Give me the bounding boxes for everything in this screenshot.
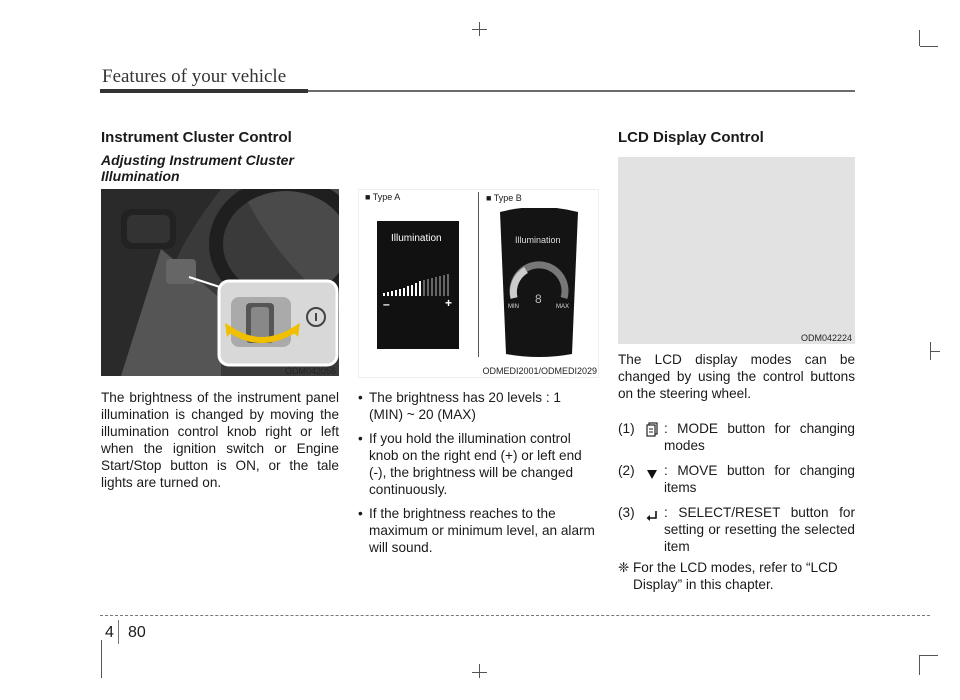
crop-mark bbox=[479, 664, 480, 678]
control-item-select-reset bbox=[618, 504, 855, 555]
page-number-divider bbox=[118, 620, 119, 644]
bullet-list bbox=[358, 389, 598, 563]
brightness-min-label: MIN bbox=[508, 304, 519, 310]
control-number: (2) bbox=[618, 463, 635, 478]
control-item-mode bbox=[618, 420, 855, 454]
footer-rule bbox=[100, 615, 930, 616]
increase-symbol: + bbox=[445, 296, 453, 310]
chapter-number: 4 bbox=[105, 624, 114, 641]
type-b-label: ■ Type B bbox=[486, 193, 522, 203]
control-number: (3) bbox=[618, 505, 635, 520]
header-rule-accent bbox=[100, 89, 308, 93]
decrease-symbol: – bbox=[383, 297, 390, 311]
brightness-value: 8 bbox=[535, 292, 542, 306]
running-title: Features of your vehicle bbox=[102, 66, 287, 87]
type-b-screen bbox=[496, 208, 582, 358]
type-a-label: ■ Type A bbox=[365, 192, 401, 202]
crop-mark bbox=[472, 672, 487, 673]
type-a-screen bbox=[377, 221, 459, 349]
bullet-item: • The brightness has 20 levels : 1 (MIN) ~ 20 (MAX) bbox=[358, 389, 598, 423]
figure-code: ODMEDI2001/ODMEDI2029 bbox=[482, 366, 597, 376]
crop-mark bbox=[472, 29, 487, 30]
mode-icon bbox=[640, 420, 664, 454]
bullet-item: • If you hold the illumination control knob on the right end (+) or left end (-), the brightness will be changed continuously. bbox=[358, 430, 598, 498]
crop-mark bbox=[920, 655, 938, 656]
type-b-screen-shape bbox=[496, 208, 582, 358]
section-heading: Instrument Cluster Control bbox=[101, 129, 292, 146]
brightness-max-label: MAX bbox=[556, 304, 570, 310]
lcd-control-figure bbox=[618, 157, 855, 344]
figure-divider bbox=[478, 192, 479, 357]
illumination-screens-figure bbox=[358, 189, 599, 378]
note bbox=[618, 559, 855, 593]
move-icon bbox=[640, 462, 664, 496]
note-text: For the LCD modes, refer to “LCD Display” in this chapter. bbox=[633, 560, 838, 592]
control-button-list bbox=[618, 420, 855, 563]
crop-mark bbox=[919, 30, 920, 46]
control-description: : MODE button for changing modes bbox=[664, 421, 855, 453]
crop-mark bbox=[919, 655, 920, 675]
subsection-heading: Adjusting Instrument Cluster Illumination bbox=[101, 152, 294, 184]
intro-paragraph: The LCD display modes can be changed by using the control buttons on the steering wheel. bbox=[618, 352, 855, 401]
brightness-bars-image bbox=[383, 273, 453, 297]
control-number: (1) bbox=[618, 421, 635, 436]
control-description: : MOVE button for changing items bbox=[664, 463, 855, 495]
illumination-knob-photo bbox=[101, 189, 339, 376]
control-description: : SELECT/RESET button for setting or resetting the selected item bbox=[664, 505, 855, 554]
control-item-move bbox=[618, 462, 855, 496]
body-paragraph: The brightness of the instrument panel illumination is changed by moving the illumination control knob right or left when the ignition switch or Engine Start/Stop button is ON, or the tale lights are turned on. bbox=[101, 390, 339, 490]
select-reset-icon bbox=[640, 504, 664, 555]
brightness-bar-graph bbox=[383, 273, 453, 302]
bullet-item: • If the brightness reaches to the maximum or minimum level, an alarm will sound. bbox=[358, 505, 598, 556]
crop-mark bbox=[101, 640, 102, 678]
crop-mark bbox=[930, 351, 940, 352]
type-b-screen-title: Illumination bbox=[515, 235, 561, 245]
figure-code: ODM042224 bbox=[800, 333, 852, 343]
note-symbol: ❈ bbox=[618, 560, 630, 575]
crop-mark bbox=[920, 46, 938, 47]
dashboard-photo-image bbox=[101, 189, 339, 376]
section-heading: LCD Display Control bbox=[618, 129, 764, 146]
figure-code: ODM042056 bbox=[284, 366, 336, 376]
page-number: 80 bbox=[128, 624, 146, 641]
type-a-screen-title: Illumination bbox=[391, 233, 442, 244]
